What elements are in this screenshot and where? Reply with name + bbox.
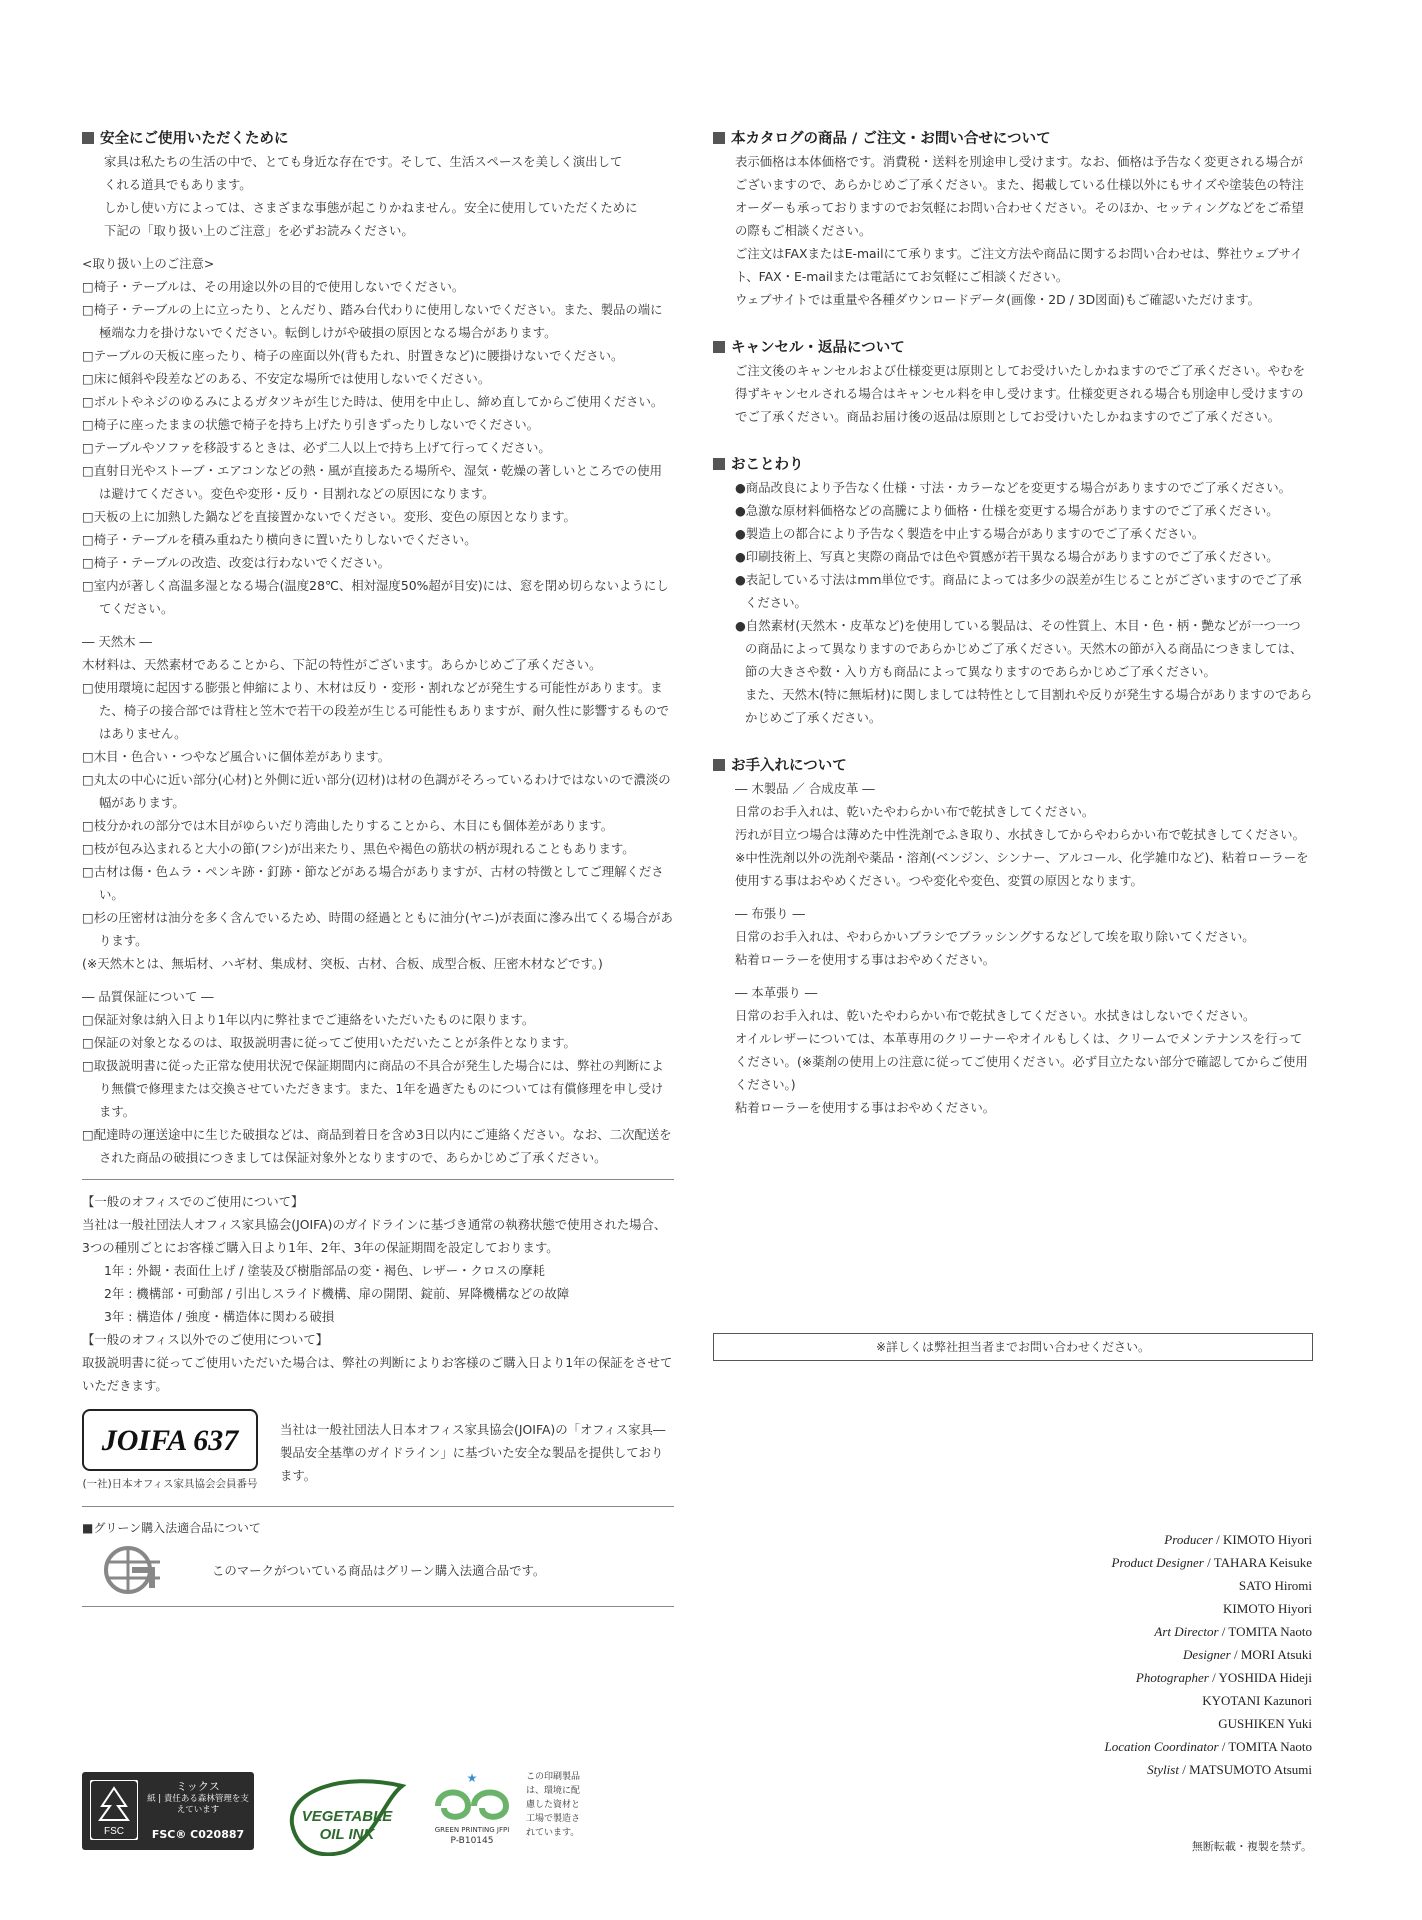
green-text: このマークがついている商品はグリーン購入法適合品です。: [212, 1562, 546, 1578]
fsc-label: ミックス: [176, 1780, 220, 1793]
credit-line: Producer / KIMOTO Hiyori: [1164, 1532, 1312, 1547]
green-block: [82, 1544, 674, 1596]
fsc-text: 紙 | 責任ある森林管理を支えています: [147, 1794, 249, 1815]
warranty-year-3: 3年 : 構造体 / 強度・構造体に関わる破損: [104, 1309, 335, 1324]
fsc-tree-icon: [90, 1780, 138, 1840]
divider: [82, 1179, 674, 1180]
credit-line: KIMOTO Hiyori: [1223, 1601, 1312, 1616]
fsc-logo: [82, 1772, 254, 1850]
notice-list: ●商品改良により予告なく仕様・寸法・カラーなどを変更する場合がありますのでご了承ください。 ●急激な原材料価格などの高騰により価格・仕様を変更する場合がありますのでご了承ください。 ●製造上の都合により予告なく製造を中止する場合がありますのでご了承ください。 ●印刷技術上、写真と実際の商品では色や質感が若干異なる場合がありますのでご了承ください。 ●表記している寸法はmm単位です。商品によっては多少の誤差が生じることがございますのでご了承ください。 ●自然素材(天然木・皮革など)を使用している製品は、その性質上、木目・色・柄・艶などが一つ一つの商品によって異なりますのであらかじめご了承ください。天然木の節が入る商品につきましては、節の大きさや数・入り方も商品によって異なりますのであらかじめご了承ください。 また、天然木(特に無垢材)に関しましては特性として目割れや反りが発生する場合がありますのであらかじめご了承ください。: [735, 480, 1313, 725]
warranty-list: □保証対象は納入日より1年以内に弊社までご連絡をいただいたものに限ります。 □保証の対象となるのは、取扱説明書に従ってご使用いただいたことが条件となります。 □取扱説明書に従った正常な使用状況で保証期間内に商品の不具合が発生した場合には、弊社の判断により無償で修理または交換させていただきます。また、1年を過ぎたものについては有償修理を申し受けます。 □配達時の運送途中に生じた破損などは、商品到着日を含め3日以内にご連絡ください。なお、二次配送をされた商品の破損につきましては保証対象外となりますので、あらかじめご了承ください。: [82, 1012, 672, 1165]
joifa-text: 当社は一般社団法人日本オフィス家具協会(JOIFA)の「オフィス家具―製品安全基準のガイドライン」に基づいた安全な製品を提供しております。: [280, 1422, 666, 1483]
veg-line-2: OIL INK: [319, 1826, 375, 1843]
svg-text:FSC: FSC: [104, 1826, 124, 1837]
warranty-year-1: 1年 : 外観・表面仕上げ / 塗装及び樹脂部品の変・褐色、レザー・クロスの摩耗: [104, 1263, 545, 1278]
care-section: ― 木製品 ／ 合成皮革 ― 日常のお手入れは、乾いたやわらかい布で乾拭きしてください。 汚れが目立つ場合は薄めた中性洗剤でふき取り、水拭きしてからやわらかい布で乾拭きしてください。 ※中性洗剤以外の洗剤や薬品・溶剤(ベンジン、シンナー、アルコール、化学雑巾など)、粘着ローラーを使用する事はおやめください。つや変化や変色、変質の原因となります。 ― 布張り ― 日常のお手入れは、やわらかいブラシでブラッシングするなどして埃を取り除いてください。 粘着ローラーを使用する事はおやめください。 ― 本革張り ― 日常のお手入れは、乾いたやわらかい布で乾拭きしてください。水拭きはしないでください。 オイルレザーについては、本革専用のクリーナーやオイルもしくは、クリームでメンテナンスを行ってください。(※薬剤の使用上の注意に従ってご使用ください。必ず目立たない部分で確認してからご使用ください。) 粘着ローラーを使用する事はおやめください。: [735, 781, 1309, 1115]
office-text: 当社は一般社団法人オフィス家具協会(JOIFA)のガイドラインに基づき通常の執務状態で使用された場合、3つの種別ごとにお客様ご購入日より1年、2年、3年の保証期間を設定しております。: [82, 1217, 667, 1255]
right-column: [713, 128, 1313, 1119]
fsc-code: FSC® C020887: [151, 1828, 245, 1841]
notice-heading: おことわり: [713, 454, 1313, 476]
cancel-heading: キャンセル・返品について: [713, 337, 1313, 359]
joifa-caption: (一社)日本オフィス家具協会会員番号: [82, 1478, 258, 1490]
credit-line: SATO Hiromi: [1238, 1578, 1312, 1593]
caution-title: <取り扱い上のご注意>: [82, 256, 215, 271]
green-printing-logo: [430, 1770, 600, 1856]
warranty-year-2: 2年 : 機構部・可動部 / 引出しスライド機構、扉の開閉、錠前、昇降機構などの故障: [104, 1286, 570, 1301]
safety-heading: 安全にご使用いただくために: [82, 128, 674, 150]
catalog-text: ウェブサイトでは重量や各種ダウンロードデータ(画像・2D / 3D図面)もご確認いただけます。: [735, 292, 1261, 307]
non-office-text: 取扱説明書に従ってご使用いただいた場合は、弊社の判断によりお客様のご購入日より1年の保証をさせていただきます。: [82, 1355, 673, 1393]
gp-label: GREEN PRINTING JFPI: [434, 1826, 510, 1834]
credit-line: Location Coordinator / TOMITA Naoto: [1104, 1739, 1312, 1754]
cancel-text: ご注文後のキャンセルおよび仕様変更は原則としてお受けいたしかねますのでご了承ください。やむを得ずキャンセルされる場合はキャンセル料を申し受けます。仕様変更される場合も別途申し受けますのでご了承ください。商品お届け後の返品は原則としてお受けいたしかねますのでご了承ください。: [735, 363, 1305, 424]
green-purchase-icon: [82, 1544, 178, 1596]
svg-text:★: ★: [466, 1771, 478, 1785]
green-printing-icon: [430, 1770, 514, 1826]
green-heading: ■グリーン購入法適合品について: [82, 1521, 261, 1535]
divider: [82, 1606, 674, 1607]
left-column: [82, 128, 674, 1617]
wood-title: ― 天然木 ―: [82, 634, 152, 649]
non-office-heading: 【一般のオフィス以外でのご使用について】: [82, 1332, 329, 1347]
wood-list: □使用環境に起因する膨張と伸縮により、木材は反り・変形・割れなどが発生する可能性があります。また、椅子の接合部では背柱と笠木で若干の段差が生じる可能性もありますが、耐久性に影響するものではありません。 □木目・色合い・つやなど風合いに個体差があります。 □丸太の中心に近い部分(心材)と外側に近い部分(辺材)は材の色調がそろっているわけではないので濃淡の幅があります。 □枝分かれの部分では木目がゆらいだり湾曲したりすることから、木目にも個体差があります。 □枝が包み込まれると大小の節(フシ)が出来たり、黒色や褐色の筋状の柄が現れることもあります。 □古材は傷・色ムラ・ペンキ跡・釘跡・節などがある場合がありますが、古材の特徴としてご理解ください。 □杉の圧密材は油分を多く含んでいるため、時間の経過とともに油分(ヤニ)が表面に滲み出てくる場合があります。: [82, 680, 673, 948]
credits: [1000, 1528, 1312, 1781]
gp-code: P-B10145: [450, 1836, 494, 1846]
safety-intro: 家具は私たちの生活の中で、とても身近な存在です。そして、生活スペースを美しく演出して くれる道具でもあります。 しかし使い方によっては、さまざまな事態が起こりかねません。安全に使用していただくために 下記の「取り扱い上のご注意」を必ずお読みください。: [104, 154, 638, 238]
veg-line-1: VEGETABLE: [301, 1808, 393, 1825]
catalog-text: ご注文はFAXまたはE-mailにて承ります。ご注文方法や商品に関するお問い合わせは、弊社ウェブサイト、FAX・E-mailまたは電話にてお気軽にご相談ください。: [735, 246, 1303, 284]
warranty-title: ― 品質保証について ―: [82, 989, 214, 1004]
catalog-text: 表示価格は本体価格です。消費税・送料を別途申し受けます。なお、価格は予告なく変更される場合がございますので、あらかじめご了承ください。また、掲載している仕様以外にもサイズや塗装色の特注オーダーも承っておりますのでお気軽にお問い合わせください。そのほか、セッティングなどをご希望の際もご相談ください。: [735, 154, 1304, 238]
care-heading: お手入れについて: [713, 755, 1313, 777]
divider: [82, 1506, 674, 1507]
caution-list: □椅子・テーブルは、その用途以外の目的で使用しないでください。 □椅子・テーブルの上に立ったり、とんだり、踏み台代わりに使用しないでください。また、製品の端に極端な力を掛けないでください。転倒しけがや破損の原因となる場合があります。 □テーブルの天板に座ったり、椅子の座面以外(背もたれ、肘置きなど)に腰掛けないでください。 □床に傾斜や段差などのある、不安定な場所では使用しないでください。 □ボルトやネジのゆるみによるガタツキが生じた時は、使用を中止し、締め直してからご使用ください。 □椅子に座ったままの状態で椅子を持ち上げたり引きずったりしないでください。 □テーブルやソファを移設するときは、必ず二人以上で持ち上げて行ってください。 □直射日光やストーブ・エアコンなどの熱・風が直接あたる場所や、湿気・乾燥の著しいところでの使用は避けてください。変色や変形・反り・目割れなどの原因になります。 □天板の上に加熱した鍋などを直接置かないでください。変形、変色の原因となります。 □椅子・テーブルを積み重ねたり横向きに置いたりしないでください。 □椅子・テーブルの改造、改変は行わないでください。 □室内が著しく高温多湿となる場合(温度28℃、相対湿度50%超が目安)には、窓を閉め切らないようにしてください。: [82, 279, 669, 616]
joifa-block: [82, 1409, 674, 1496]
joifa-badge: JOIFA 637: [82, 1409, 258, 1471]
credit-line: GUSHIKEN Yuki: [1218, 1716, 1312, 1731]
vegetable-oil-ink-logo: [284, 1770, 410, 1856]
office-heading: 【一般のオフィスでのご使用について】: [82, 1194, 304, 1209]
credit-line: Product Designer / TAHARA Keisuke: [1111, 1555, 1312, 1570]
credit-line: Art Director / TOMITA Naoto: [1154, 1624, 1312, 1639]
credit-line: Stylist / MATSUMOTO Atsumi: [1147, 1762, 1312, 1777]
wood-note: (※天然木とは、無垢材、ハギ材、集成材、突板、古材、合板、成型合板、圧密木材などです。): [82, 956, 603, 971]
credit-line: Photographer / YOSHIDA Hideji: [1135, 1670, 1312, 1685]
gp-text: この印刷製品は、環境に配慮した資材と工場で製造されています。: [526, 1772, 581, 1838]
credit-line: Designer / MORI Atsuki: [1183, 1647, 1312, 1662]
catalog-heading: 本カタログの商品 / ご注文・お問い合せについて: [713, 128, 1313, 150]
copyright: 無断転載・複製を禁ず。: [1191, 1840, 1312, 1853]
contact-note: ※詳しくは弊社担当者までお問い合わせください。: [713, 1333, 1313, 1361]
credit-line: KYOTANI Kazunori: [1202, 1693, 1312, 1708]
wood-intro: 木材料は、天然素材であることから、下記の特性がございます。あらかじめご了承ください。: [82, 657, 602, 672]
